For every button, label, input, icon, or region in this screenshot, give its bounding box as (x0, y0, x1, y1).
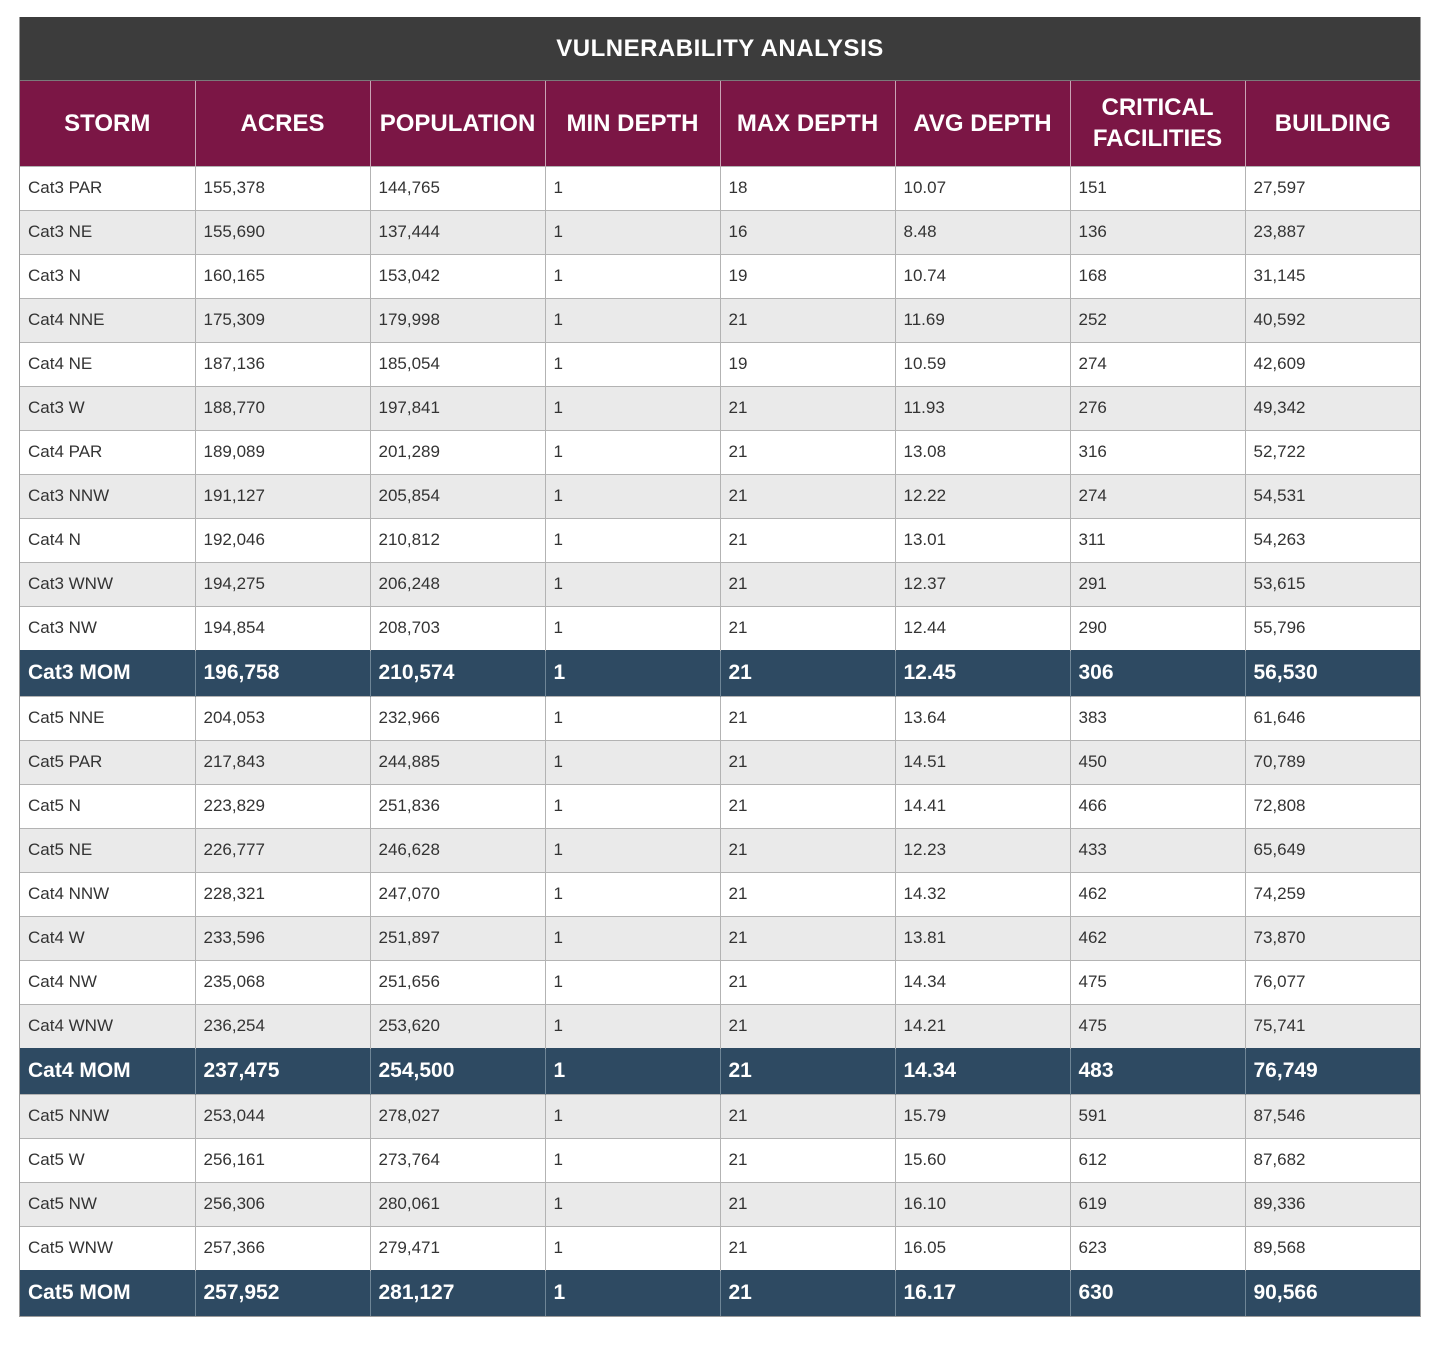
population-cell: 197,841 (370, 386, 545, 430)
building-cell: 89,336 (1245, 1182, 1420, 1226)
max-depth-cell: 18 (720, 166, 895, 210)
summary-row (20, 650, 1420, 696)
critical-facilities-cell: 291 (1070, 562, 1245, 606)
critical-facilities-cell: 276 (1070, 386, 1245, 430)
critical-facilities-cell: 274 (1070, 474, 1245, 518)
storm-cell: Cat5 NNW (20, 1094, 195, 1138)
acres-cell: 228,321 (195, 872, 370, 916)
avg-depth-cell: 14.51 (895, 740, 1070, 784)
population-cell: 210,574 (370, 650, 545, 696)
critical-facilities-cell: 151 (1070, 166, 1245, 210)
storm-cell: Cat5 NE (20, 828, 195, 872)
table-row (20, 1226, 1420, 1270)
critical-facilities-cell: 612 (1070, 1138, 1245, 1182)
table-row (20, 562, 1420, 606)
max-depth-cell: 19 (720, 254, 895, 298)
building-cell: 74,259 (1245, 872, 1420, 916)
critical-facilities-cell: 466 (1070, 784, 1245, 828)
avg-depth-cell: 14.34 (895, 1048, 1070, 1094)
acres-cell: 256,306 (195, 1182, 370, 1226)
max-depth-cell: 21 (720, 1182, 895, 1226)
avg-depth-cell: 11.93 (895, 386, 1070, 430)
storm-cell: Cat4 W (20, 916, 195, 960)
header-population: POPULATION (370, 81, 545, 166)
min-depth-cell: 1 (545, 1182, 720, 1226)
population-cell: 206,248 (370, 562, 545, 606)
storm-cell: Cat4 NE (20, 342, 195, 386)
acres-cell: 194,854 (195, 606, 370, 650)
storm-cell: Cat4 PAR (20, 430, 195, 474)
population-cell: 251,656 (370, 960, 545, 1004)
acres-cell: 189,089 (195, 430, 370, 474)
population-cell: 137,444 (370, 210, 545, 254)
critical-facilities-cell: 311 (1070, 518, 1245, 562)
critical-facilities-cell: 433 (1070, 828, 1245, 872)
min-depth-cell: 1 (545, 562, 720, 606)
table-row (20, 1094, 1420, 1138)
acres-cell: 223,829 (195, 784, 370, 828)
storm-cell: Cat3 MOM (20, 650, 195, 696)
avg-depth-cell: 13.64 (895, 696, 1070, 740)
avg-depth-cell: 16.10 (895, 1182, 1070, 1226)
min-depth-cell: 1 (545, 474, 720, 518)
building-cell: 75,741 (1245, 1004, 1420, 1048)
avg-depth-cell: 11.69 (895, 298, 1070, 342)
avg-depth-cell: 12.44 (895, 606, 1070, 650)
acres-cell: 217,843 (195, 740, 370, 784)
max-depth-cell: 21 (720, 518, 895, 562)
critical-facilities-cell: 483 (1070, 1048, 1245, 1094)
max-depth-cell: 21 (720, 696, 895, 740)
acres-cell: 194,275 (195, 562, 370, 606)
storm-cell: Cat3 WNW (20, 562, 195, 606)
storm-cell: Cat5 PAR (20, 740, 195, 784)
table-row (20, 254, 1420, 298)
critical-facilities-cell: 623 (1070, 1226, 1245, 1270)
critical-facilities-cell: 168 (1070, 254, 1245, 298)
min-depth-cell: 1 (545, 696, 720, 740)
building-cell: 87,682 (1245, 1138, 1420, 1182)
avg-depth-cell: 10.74 (895, 254, 1070, 298)
acres-cell: 175,309 (195, 298, 370, 342)
acres-cell: 235,068 (195, 960, 370, 1004)
population-cell: 280,061 (370, 1182, 545, 1226)
critical-facilities-cell: 630 (1070, 1270, 1245, 1316)
storm-cell: Cat3 NE (20, 210, 195, 254)
max-depth-cell: 21 (720, 386, 895, 430)
header-critical-facilities: CRITICAL FACILITIES (1070, 81, 1245, 166)
building-cell: 27,597 (1245, 166, 1420, 210)
acres-cell: 196,758 (195, 650, 370, 696)
min-depth-cell: 1 (545, 784, 720, 828)
population-cell: 208,703 (370, 606, 545, 650)
population-cell: 246,628 (370, 828, 545, 872)
building-cell: 72,808 (1245, 784, 1420, 828)
building-cell: 54,263 (1245, 518, 1420, 562)
storm-cell: Cat3 W (20, 386, 195, 430)
table-row (20, 430, 1420, 474)
max-depth-cell: 21 (720, 960, 895, 1004)
summary-row (20, 1048, 1420, 1094)
storm-cell: Cat4 WNW (20, 1004, 195, 1048)
max-depth-cell: 21 (720, 784, 895, 828)
critical-facilities-cell: 619 (1070, 1182, 1245, 1226)
header-building: BUILDING (1245, 81, 1420, 166)
population-cell: 273,764 (370, 1138, 545, 1182)
min-depth-cell: 1 (545, 386, 720, 430)
header-acres: ACRES (195, 81, 370, 166)
min-depth-cell: 1 (545, 1004, 720, 1048)
population-cell: 205,854 (370, 474, 545, 518)
acres-cell: 253,044 (195, 1094, 370, 1138)
building-cell: 52,722 (1245, 430, 1420, 474)
storm-cell: Cat4 NW (20, 960, 195, 1004)
building-cell: 40,592 (1245, 298, 1420, 342)
table-row (20, 960, 1420, 1004)
population-cell: 185,054 (370, 342, 545, 386)
max-depth-cell: 21 (720, 916, 895, 960)
max-depth-cell: 21 (720, 740, 895, 784)
min-depth-cell: 1 (545, 1138, 720, 1182)
min-depth-cell: 1 (545, 342, 720, 386)
table-title: VULNERABILITY ANALYSIS (20, 17, 1420, 81)
min-depth-cell: 1 (545, 916, 720, 960)
table-body (20, 166, 1420, 1316)
storm-cell: Cat5 NNE (20, 696, 195, 740)
min-depth-cell: 1 (545, 650, 720, 696)
table-row (20, 916, 1420, 960)
avg-depth-cell: 14.21 (895, 1004, 1070, 1048)
population-cell: 253,620 (370, 1004, 545, 1048)
min-depth-cell: 1 (545, 430, 720, 474)
population-cell: 144,765 (370, 166, 545, 210)
acres-cell: 155,378 (195, 166, 370, 210)
table-row (20, 1004, 1420, 1048)
acres-cell: 188,770 (195, 386, 370, 430)
min-depth-cell: 1 (545, 1048, 720, 1094)
avg-depth-cell: 12.22 (895, 474, 1070, 518)
table-row (20, 166, 1420, 210)
building-cell: 89,568 (1245, 1226, 1420, 1270)
header-avg-depth: AVG DEPTH (895, 81, 1070, 166)
acres-cell: 187,136 (195, 342, 370, 386)
table-row (20, 518, 1420, 562)
storm-cell: Cat4 MOM (20, 1048, 195, 1094)
storm-cell: Cat4 NNE (20, 298, 195, 342)
header-max-depth: MAX DEPTH (720, 81, 895, 166)
population-cell: 201,289 (370, 430, 545, 474)
population-cell: 278,027 (370, 1094, 545, 1138)
storm-cell: Cat4 NNW (20, 872, 195, 916)
avg-depth-cell: 10.59 (895, 342, 1070, 386)
max-depth-cell: 21 (720, 1094, 895, 1138)
avg-depth-cell: 14.34 (895, 960, 1070, 1004)
max-depth-cell: 21 (720, 562, 895, 606)
acres-cell: 257,366 (195, 1226, 370, 1270)
max-depth-cell: 21 (720, 872, 895, 916)
acres-cell: 233,596 (195, 916, 370, 960)
min-depth-cell: 1 (545, 298, 720, 342)
storm-cell: Cat4 N (20, 518, 195, 562)
max-depth-cell: 21 (720, 606, 895, 650)
building-cell: 61,646 (1245, 696, 1420, 740)
acres-cell: 256,161 (195, 1138, 370, 1182)
table-row (20, 606, 1420, 650)
storm-cell: Cat5 WNW (20, 1226, 195, 1270)
building-cell: 53,615 (1245, 562, 1420, 606)
building-cell: 65,649 (1245, 828, 1420, 872)
storm-cell: Cat5 MOM (20, 1270, 195, 1316)
min-depth-cell: 1 (545, 828, 720, 872)
critical-facilities-cell: 306 (1070, 650, 1245, 696)
critical-facilities-cell: 462 (1070, 872, 1245, 916)
building-cell: 23,887 (1245, 210, 1420, 254)
building-cell: 76,749 (1245, 1048, 1420, 1094)
avg-depth-cell: 14.32 (895, 872, 1070, 916)
table-row (20, 828, 1420, 872)
avg-depth-cell: 14.41 (895, 784, 1070, 828)
critical-facilities-cell: 290 (1070, 606, 1245, 650)
min-depth-cell: 1 (545, 872, 720, 916)
header-min-depth: MIN DEPTH (545, 81, 720, 166)
acres-cell: 257,952 (195, 1270, 370, 1316)
avg-depth-cell: 15.60 (895, 1138, 1070, 1182)
population-cell: 251,836 (370, 784, 545, 828)
building-cell: 31,145 (1245, 254, 1420, 298)
critical-facilities-cell: 252 (1070, 298, 1245, 342)
avg-depth-cell: 15.79 (895, 1094, 1070, 1138)
storm-cell: Cat3 NNW (20, 474, 195, 518)
building-cell: 49,342 (1245, 386, 1420, 430)
building-cell: 54,531 (1245, 474, 1420, 518)
min-depth-cell: 1 (545, 606, 720, 650)
max-depth-cell: 21 (720, 430, 895, 474)
critical-facilities-cell: 274 (1070, 342, 1245, 386)
max-depth-cell: 21 (720, 474, 895, 518)
acres-cell: 226,777 (195, 828, 370, 872)
critical-facilities-cell: 383 (1070, 696, 1245, 740)
min-depth-cell: 1 (545, 210, 720, 254)
max-depth-cell: 21 (720, 650, 895, 696)
building-cell: 42,609 (1245, 342, 1420, 386)
table-row (20, 784, 1420, 828)
storm-cell: Cat3 NW (20, 606, 195, 650)
max-depth-cell: 21 (720, 298, 895, 342)
storm-cell: Cat5 N (20, 784, 195, 828)
acres-cell: 204,053 (195, 696, 370, 740)
max-depth-cell: 21 (720, 828, 895, 872)
table-row (20, 298, 1420, 342)
avg-depth-cell: 13.08 (895, 430, 1070, 474)
acres-cell: 237,475 (195, 1048, 370, 1094)
min-depth-cell: 1 (545, 518, 720, 562)
storm-cell: Cat5 W (20, 1138, 195, 1182)
population-cell: 179,998 (370, 298, 545, 342)
storm-cell: Cat5 NW (20, 1182, 195, 1226)
avg-depth-cell: 12.37 (895, 562, 1070, 606)
max-depth-cell: 19 (720, 342, 895, 386)
max-depth-cell: 21 (720, 1138, 895, 1182)
table-row (20, 1182, 1420, 1226)
min-depth-cell: 1 (545, 1226, 720, 1270)
avg-depth-cell: 8.48 (895, 210, 1070, 254)
critical-facilities-cell: 475 (1070, 1004, 1245, 1048)
critical-facilities-cell: 316 (1070, 430, 1245, 474)
acres-cell: 160,165 (195, 254, 370, 298)
population-cell: 210,812 (370, 518, 545, 562)
building-cell: 55,796 (1245, 606, 1420, 650)
table-row (20, 210, 1420, 254)
building-cell: 70,789 (1245, 740, 1420, 784)
vulnerability-table (20, 81, 1420, 1316)
min-depth-cell: 1 (545, 960, 720, 1004)
header-storm: STORM (20, 81, 195, 166)
building-cell: 87,546 (1245, 1094, 1420, 1138)
population-cell: 232,966 (370, 696, 545, 740)
summary-row (20, 1270, 1420, 1316)
avg-depth-cell: 12.23 (895, 828, 1070, 872)
avg-depth-cell: 10.07 (895, 166, 1070, 210)
avg-depth-cell: 12.45 (895, 650, 1070, 696)
table-row (20, 1138, 1420, 1182)
table-row (20, 386, 1420, 430)
avg-depth-cell: 16.05 (895, 1226, 1070, 1270)
acres-cell: 236,254 (195, 1004, 370, 1048)
table-row (20, 872, 1420, 916)
population-cell: 244,885 (370, 740, 545, 784)
vulnerability-table-container (19, 17, 1421, 1317)
table-row (20, 696, 1420, 740)
population-cell: 254,500 (370, 1048, 545, 1094)
critical-facilities-cell: 136 (1070, 210, 1245, 254)
critical-facilities-cell: 450 (1070, 740, 1245, 784)
critical-facilities-cell: 462 (1070, 916, 1245, 960)
critical-facilities-cell: 591 (1070, 1094, 1245, 1138)
min-depth-cell: 1 (545, 740, 720, 784)
acres-cell: 155,690 (195, 210, 370, 254)
building-cell: 56,530 (1245, 650, 1420, 696)
max-depth-cell: 21 (720, 1226, 895, 1270)
storm-cell: Cat3 PAR (20, 166, 195, 210)
min-depth-cell: 1 (545, 166, 720, 210)
storm-cell: Cat3 N (20, 254, 195, 298)
max-depth-cell: 21 (720, 1270, 895, 1316)
population-cell: 247,070 (370, 872, 545, 916)
population-cell: 153,042 (370, 254, 545, 298)
header-row (20, 81, 1420, 166)
population-cell: 251,897 (370, 916, 545, 960)
max-depth-cell: 21 (720, 1048, 895, 1094)
avg-depth-cell: 13.81 (895, 916, 1070, 960)
min-depth-cell: 1 (545, 1270, 720, 1316)
table-row (20, 342, 1420, 386)
critical-facilities-cell: 475 (1070, 960, 1245, 1004)
avg-depth-cell: 16.17 (895, 1270, 1070, 1316)
table-row (20, 740, 1420, 784)
building-cell: 90,566 (1245, 1270, 1420, 1316)
building-cell: 76,077 (1245, 960, 1420, 1004)
min-depth-cell: 1 (545, 254, 720, 298)
min-depth-cell: 1 (545, 1094, 720, 1138)
table-row (20, 474, 1420, 518)
max-depth-cell: 16 (720, 210, 895, 254)
building-cell: 73,870 (1245, 916, 1420, 960)
acres-cell: 191,127 (195, 474, 370, 518)
population-cell: 279,471 (370, 1226, 545, 1270)
acres-cell: 192,046 (195, 518, 370, 562)
population-cell: 281,127 (370, 1270, 545, 1316)
max-depth-cell: 21 (720, 1004, 895, 1048)
avg-depth-cell: 13.01 (895, 518, 1070, 562)
